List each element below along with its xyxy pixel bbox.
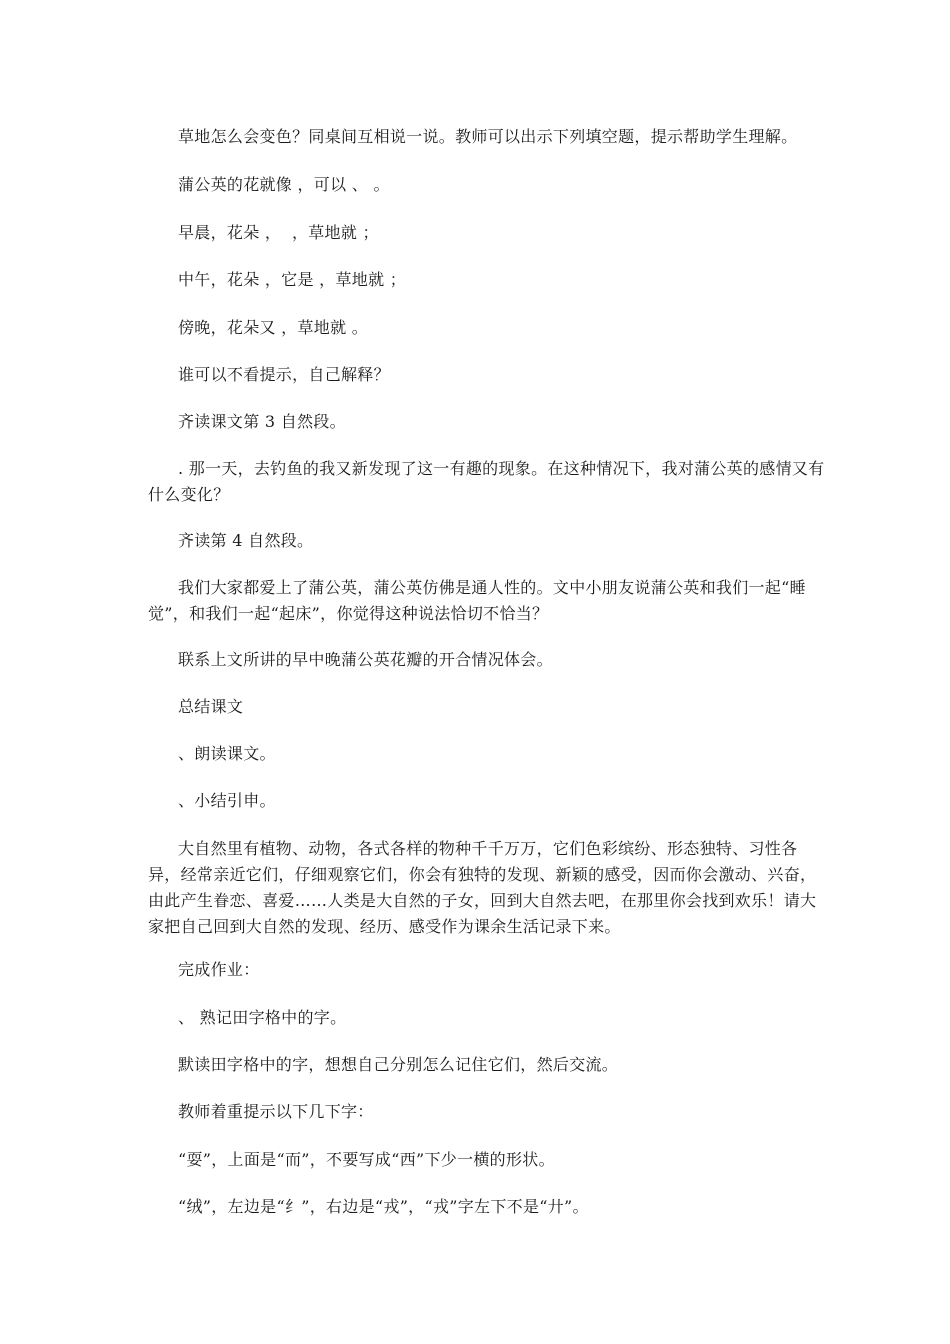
- paragraph: 我们大家都爱上了蒲公英，蒲公英仿佛是通人性的。文中小朋友说蒲公英和我们一起“睡觉”，和我们一起“起床”，你觉得这种说法恰切不恰当？: [148, 578, 806, 623]
- paragraph: 、 熟记田字格中的字。: [178, 1008, 347, 1027]
- paragraph: 教师着重提示以下几下字：: [178, 1102, 374, 1121]
- paragraph: 齐读第 4 自然段。: [178, 531, 314, 550]
- paragraph: 早晨，花朵 ， ，草地就 ；: [178, 223, 379, 242]
- paragraph: 、朗读课文。: [178, 744, 276, 763]
- paragraph: 齐读课文第 3 自然段。: [178, 412, 346, 431]
- paragraph: 联系上文所讲的早中晚蒲公英花瓣的开合情况体会。: [178, 650, 553, 669]
- paragraph: 默读田字格中的字，想想自己分别怎么记住它们，然后交流。: [178, 1055, 619, 1074]
- paragraph: . 那一天，去钓鱼的我又新发现了这一有趣的现象。在这种情况下，我对蒲公英的感情又有什么变化？: [148, 459, 825, 504]
- paragraph: 蒲公英的花就像 ，可以 、 。: [178, 175, 390, 194]
- paragraph: 中午，花朵 ，它是 ，草地就 ；: [178, 270, 407, 289]
- paragraph: “绒”，左边是“纟”，右边是“戎”，“戎”字左下不是“廾”。: [178, 1197, 589, 1216]
- paragraph: “耍”，上面是“而”，不要写成“西”下少一横的形状。: [178, 1150, 555, 1169]
- paragraph: 、小结引申。: [178, 791, 276, 810]
- paragraph: 傍晚，花朵又 ，草地就 。: [178, 318, 369, 337]
- paragraph: 草地怎么会变色？同桌间互相说一说。教师可以出示下列填空题，提示帮助学生理解。: [178, 127, 798, 146]
- section-heading: 总结课文: [178, 697, 244, 716]
- paragraph: 大自然里有植物、动物，各式各样的物种千千万万，它们色彩缤纷、形态独特、习性各异，经常亲近它们，仔细观察它们，你会有独特的发现、新颖的感受，因而你会激动、兴奋，由此产生眷恋、喜爱……人类是大自然的子女，回到大自然去吧，在那里你会找到欢乐！请大家把自己回到大自然的发现、经历、感受作为课余生活记录下来。: [148, 839, 817, 936]
- paragraph: 完成作业：: [178, 960, 260, 979]
- paragraph: 谁可以不看提示，自己解释？: [178, 365, 390, 384]
